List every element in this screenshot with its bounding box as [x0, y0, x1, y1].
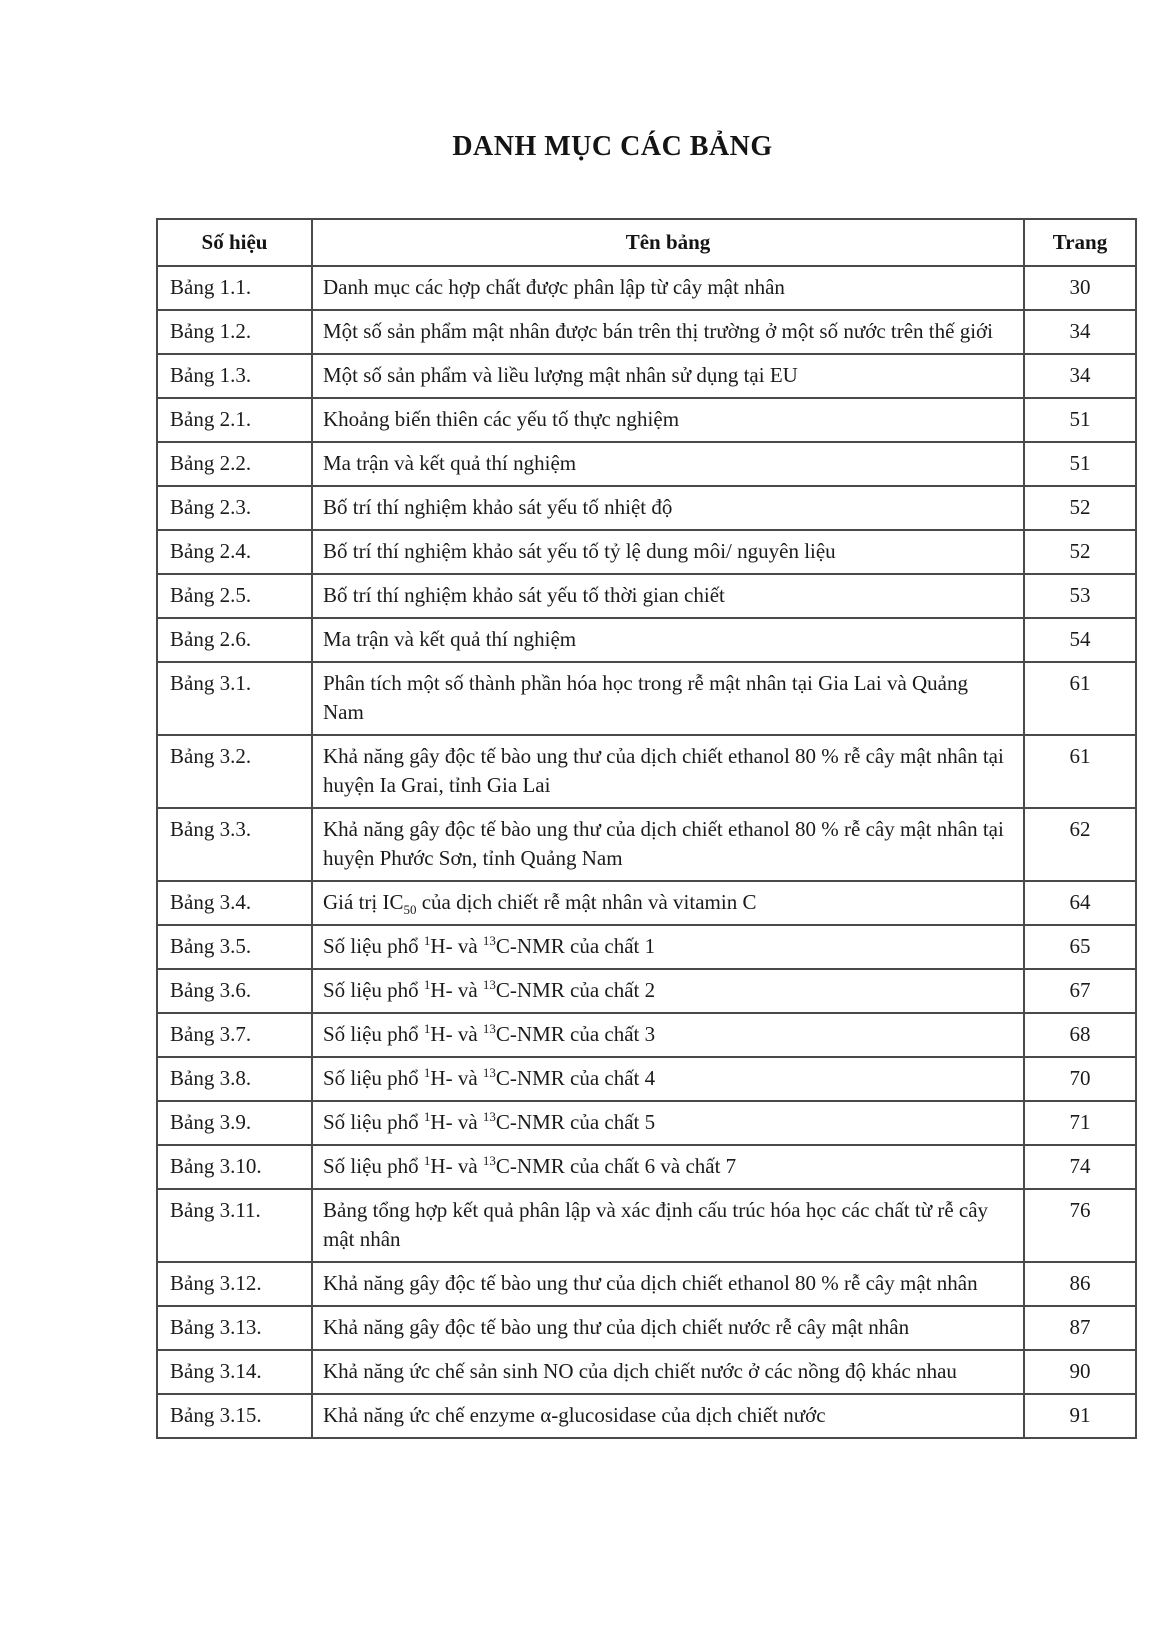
table-row: [157, 969, 1136, 1013]
row-id-cell: Bảng 3.8.: [157, 1057, 312, 1101]
row-page-cell: 76: [1024, 1189, 1136, 1262]
row-id-cell: Bảng 2.3.: [157, 486, 312, 530]
row-title-cell: Khoảng biến thiên các yếu tố thực nghiệm: [312, 398, 1024, 442]
table-row: [157, 1101, 1136, 1145]
table-row: [157, 1057, 1136, 1101]
column-header-ten-bang: Tên bảng: [312, 219, 1024, 266]
page-title: DANH MỤC CÁC BẢNG: [452, 131, 773, 162]
row-page-cell: 87: [1024, 1306, 1136, 1350]
table-row: [157, 881, 1136, 925]
table-row: [157, 442, 1136, 486]
row-id-cell: Bảng 3.9.: [157, 1101, 312, 1145]
row-title-cell: Khả năng gây độc tế bào ung thư của dịch chiết nước rễ cây mật nhân: [312, 1306, 1024, 1350]
row-page-cell: 30: [1024, 266, 1136, 310]
row-title-cell: Ma trận và kết quả thí nghiệm: [312, 442, 1024, 486]
row-page-cell: 34: [1024, 354, 1136, 398]
row-id-cell: Bảng 3.5.: [157, 925, 312, 969]
row-id-cell: Bảng 2.4.: [157, 530, 312, 574]
table-row: [157, 486, 1136, 530]
row-title-cell: Số liệu phổ $^1$H- và $^{13}$C-NMR của chất 4: [312, 1057, 1024, 1101]
row-page-cell: 67: [1024, 969, 1136, 1013]
row-page-cell: 62: [1024, 808, 1136, 881]
table-row: [157, 1145, 1136, 1189]
list-of-tables: [156, 218, 1137, 1439]
row-page-cell: 68: [1024, 1013, 1136, 1057]
table-row: [157, 925, 1136, 969]
row-page-cell: 91: [1024, 1394, 1136, 1438]
row-title-cell: Bố trí thí nghiệm khảo sát yếu tố thời gian chiết: [312, 574, 1024, 618]
table-row: [157, 808, 1136, 881]
row-title-cell: Một số sản phẩm mật nhân được bán trên thị trường ở một số nước trên thế giới: [312, 310, 1024, 354]
row-title-cell: Bố trí thí nghiệm khảo sát yếu tố tỷ lệ dung môi/ nguyên liệu: [312, 530, 1024, 574]
table-row: [157, 1394, 1136, 1438]
row-id-cell: Bảng 3.13.: [157, 1306, 312, 1350]
row-page-cell: 65: [1024, 925, 1136, 969]
row-id-cell: Bảng 3.3.: [157, 808, 312, 881]
table-body: [157, 266, 1136, 1438]
row-title-cell: Danh mục các hợp chất được phân lập từ cây mật nhân: [312, 266, 1024, 310]
row-id-cell: Bảng 2.5.: [157, 574, 312, 618]
row-id-cell: Bảng 1.1.: [157, 266, 312, 310]
table-row: [157, 1013, 1136, 1057]
row-title-cell: Số liệu phổ $^1$H- và $^{13}$C-NMR của chất 2: [312, 969, 1024, 1013]
row-id-cell: Bảng 3.11.: [157, 1189, 312, 1262]
row-id-cell: Bảng 3.1.: [157, 662, 312, 735]
table-head: [157, 219, 1136, 266]
row-title-cell: Giá trị $IC_{50}$ của dịch chiết rễ mật nhân và vitamin C: [312, 881, 1024, 925]
row-title-cell: Số liệu phổ $^1$H- và $^{13}$C-NMR của chất 6 và chất 7: [312, 1145, 1024, 1189]
row-title-cell: Bố trí thí nghiệm khảo sát yếu tố nhiệt độ: [312, 486, 1024, 530]
row-page-cell: 71: [1024, 1101, 1136, 1145]
row-id-cell: Bảng 2.1.: [157, 398, 312, 442]
row-page-cell: 54: [1024, 618, 1136, 662]
row-id-cell: Bảng 3.6.: [157, 969, 312, 1013]
row-id-cell: Bảng 3.12.: [157, 1262, 312, 1306]
row-id-cell: Bảng 3.7.: [157, 1013, 312, 1057]
table-row: [157, 1262, 1136, 1306]
row-page-cell: 52: [1024, 530, 1136, 574]
row-title-cell: Một số sản phẩm và liều lượng mật nhân sử dụng tại EU: [312, 354, 1024, 398]
table-row: [157, 354, 1136, 398]
table-row: [157, 618, 1136, 662]
row-page-cell: 61: [1024, 662, 1136, 735]
header-row: [157, 219, 1136, 266]
row-title-cell: Số liệu phổ $^1$H- và $^{13}$C-NMR của chất 5: [312, 1101, 1024, 1145]
table-row: [157, 735, 1136, 808]
row-id-cell: Bảng 2.2.: [157, 442, 312, 486]
row-id-cell: Bảng 3.4.: [157, 881, 312, 925]
table-row: [157, 1189, 1136, 1262]
table-row: [157, 1350, 1136, 1394]
row-page-cell: 53: [1024, 574, 1136, 618]
table-row: [157, 1306, 1136, 1350]
row-title-cell: Số liệu phổ $^1$H- và $^{13}$C-NMR của chất 1: [312, 925, 1024, 969]
row-id-cell: Bảng 1.3.: [157, 354, 312, 398]
row-id-cell: Bảng 2.6.: [157, 618, 312, 662]
row-page-cell: 51: [1024, 398, 1136, 442]
row-page-cell: 51: [1024, 442, 1136, 486]
column-header-trang: Trang: [1024, 219, 1136, 266]
row-page-cell: 34: [1024, 310, 1136, 354]
row-title-cell: Bảng tổng hợp kết quả phân lập và xác định cấu trúc hóa học các chất từ rễ cây mật nhân: [312, 1189, 1024, 1262]
row-id-cell: Bảng 1.2.: [157, 310, 312, 354]
table-row: [157, 398, 1136, 442]
row-page-cell: 90: [1024, 1350, 1136, 1394]
column-header-so-hieu: Số hiệu: [157, 219, 312, 266]
table-row: [157, 310, 1136, 354]
table-row: [157, 662, 1136, 735]
row-page-cell: 86: [1024, 1262, 1136, 1306]
row-title-cell: Khả năng ức chế sản sinh NO của dịch chiết nước ở các nồng độ khác nhau: [312, 1350, 1024, 1394]
row-page-cell: 74: [1024, 1145, 1136, 1189]
row-page-cell: 52: [1024, 486, 1136, 530]
table-row: [157, 574, 1136, 618]
content-area: [156, 0, 1108, 1439]
row-id-cell: Bảng 3.10.: [157, 1145, 312, 1189]
row-id-cell: Bảng 3.14.: [157, 1350, 312, 1394]
row-title-cell: Số liệu phổ $^1$H- và $^{13}$C-NMR của chất 3: [312, 1013, 1024, 1057]
row-title-cell: Phân tích một số thành phần hóa học trong rễ mật nhân tại Gia Lai và Quảng Nam: [312, 662, 1024, 735]
row-page-cell: 61: [1024, 735, 1136, 808]
row-title-cell: Khả năng gây độc tế bào ung thư của dịch chiết ethanol 80 % rễ cây mật nhân tại huyện Phước Sơn, tỉnh Quảng Nam: [312, 808, 1024, 881]
table-row: [157, 266, 1136, 310]
row-page-cell: 70: [1024, 1057, 1136, 1101]
row-id-cell: Bảng 3.15.: [157, 1394, 312, 1438]
row-page-cell: 64: [1024, 881, 1136, 925]
row-title-cell: Khả năng gây độc tế bào ung thư của dịch chiết ethanol 80 % rễ cây mật nhân: [312, 1262, 1024, 1306]
row-title-cell: Ma trận và kết quả thí nghiệm: [312, 618, 1024, 662]
row-id-cell: Bảng 3.2.: [157, 735, 312, 808]
row-title-cell: Khả năng gây độc tế bào ung thư của dịch chiết ethanol 80 % rễ cây mật nhân tại huyện Ia Grai, tỉnh Gia Lai: [312, 735, 1024, 808]
table-row: [157, 530, 1136, 574]
row-title-cell: Khả năng ức chế enzyme α-glucosidase của dịch chiết nước: [312, 1394, 1024, 1438]
